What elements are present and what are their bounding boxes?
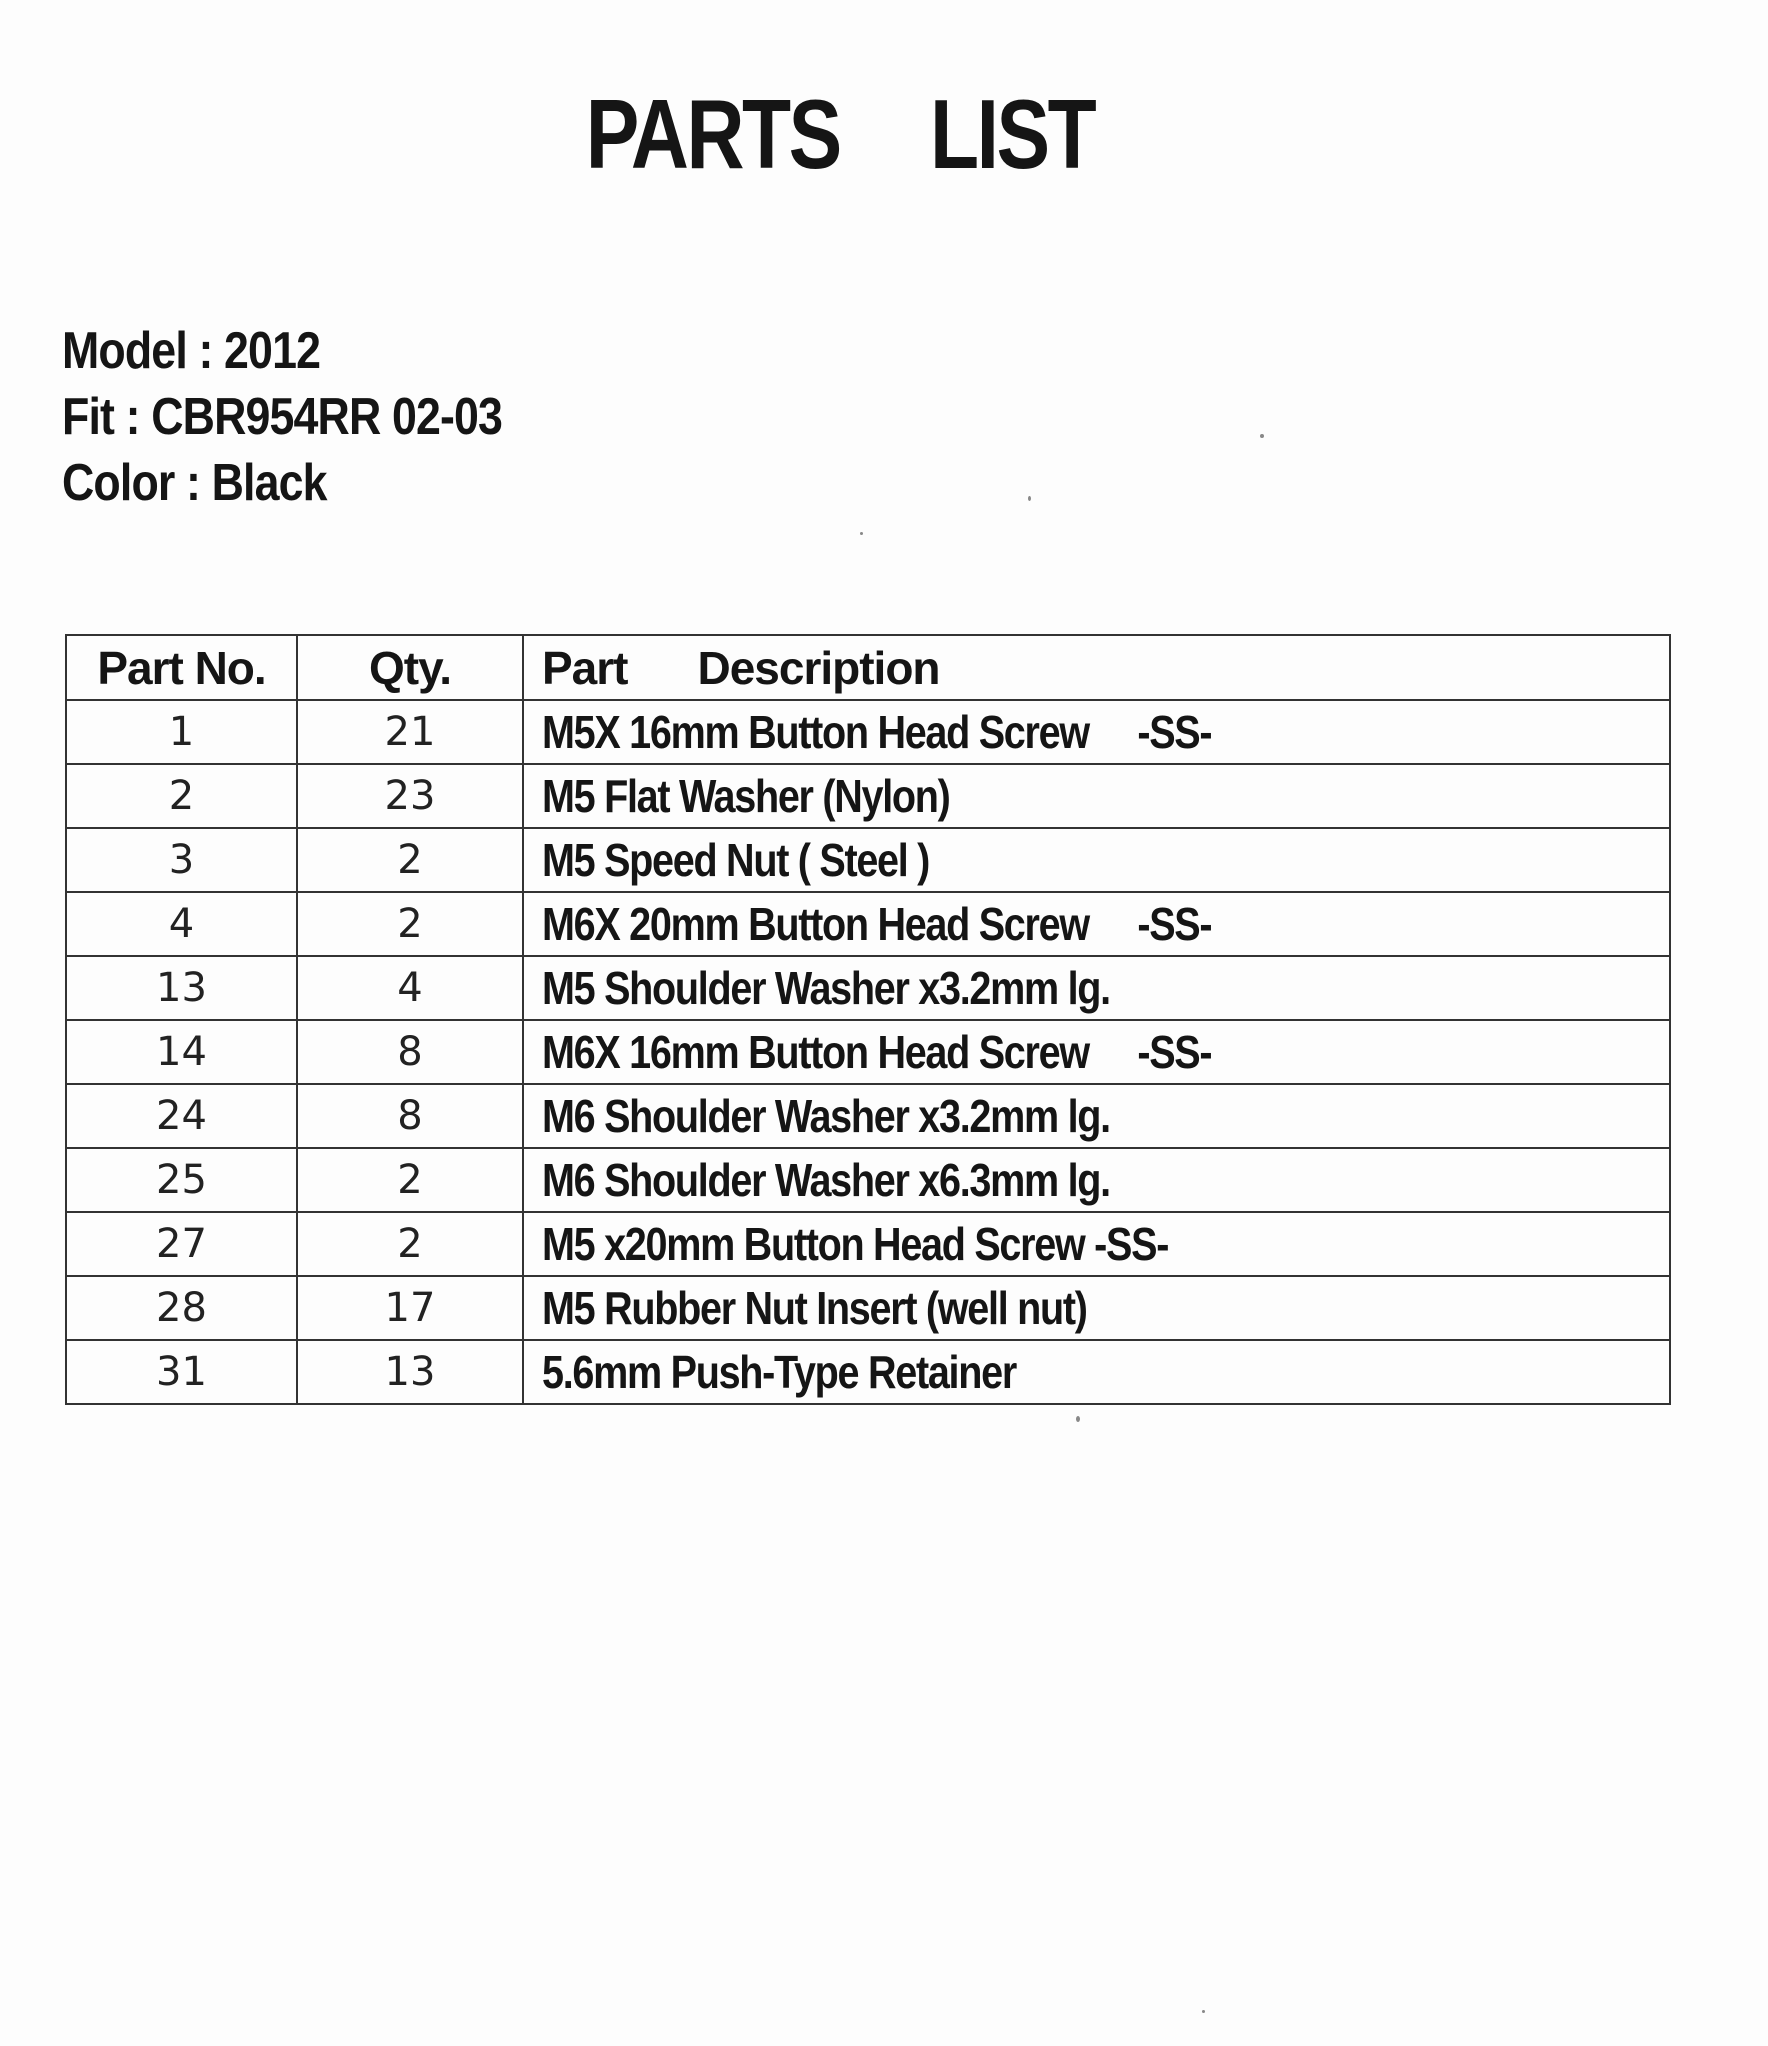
- scan-speck: [1076, 1416, 1080, 1422]
- title-word-parts: PARTS: [585, 79, 840, 189]
- description-text: 5.6mm Push-Type Retainer: [542, 1346, 1016, 1398]
- scan-speck: [860, 532, 863, 535]
- fit-line: Fit : CBR954RR 02-03: [62, 388, 503, 446]
- cell-qty: 8: [297, 1020, 523, 1084]
- description-text: M5 x20mm Button Head Screw -SS-: [542, 1218, 1169, 1270]
- description-text: M6 Shoulder Washer x3.2mm lg.: [542, 1090, 1110, 1142]
- cell-part-no: 31: [66, 1340, 297, 1404]
- cell-description: [523, 764, 1670, 828]
- cell-qty: 23: [297, 764, 523, 828]
- header-part-no: Part No.: [66, 635, 297, 700]
- header-description-word: Description: [697, 641, 940, 694]
- header-part-word: Part: [542, 641, 628, 694]
- description-text: M5X 16mm Button Head Screw -SS-: [542, 706, 1212, 758]
- cell-description: [523, 1148, 1670, 1212]
- model-line: Model : 2012: [62, 322, 321, 380]
- cell-part-no: 13: [66, 956, 297, 1020]
- table-row: [66, 1084, 1670, 1148]
- scan-speck: [1202, 2010, 1205, 2013]
- table-header-row: [66, 635, 1670, 700]
- cell-qty: 8: [297, 1084, 523, 1148]
- cell-description: [523, 828, 1670, 892]
- cell-description: [523, 1212, 1670, 1276]
- cell-qty: 2: [297, 1212, 523, 1276]
- cell-qty: 2: [297, 892, 523, 956]
- color-line: Color : Black: [62, 454, 327, 512]
- cell-part-no: 14: [66, 1020, 297, 1084]
- description-text: M6X 20mm Button Head Screw -SS-: [542, 898, 1212, 950]
- cell-qty: 2: [297, 828, 523, 892]
- description-text: M5 Speed Nut ( Steel ): [542, 834, 930, 886]
- cell-description: [523, 700, 1670, 764]
- cell-part-no: 24: [66, 1084, 297, 1148]
- page-title: [151, 78, 1529, 191]
- description-text: M6 Shoulder Washer x6.3mm lg.: [542, 1154, 1110, 1206]
- cell-part-no: 2: [66, 764, 297, 828]
- cell-part-no: 1: [66, 700, 297, 764]
- table-row: [66, 1340, 1670, 1404]
- scan-speck: [1260, 434, 1264, 438]
- cell-qty: 13: [297, 1340, 523, 1404]
- header-part-description: [523, 635, 1670, 700]
- cell-qty: 21: [297, 700, 523, 764]
- model-info-block: [62, 318, 502, 516]
- table-row: [66, 892, 1670, 956]
- cell-description: [523, 1340, 1670, 1404]
- parts-table-body: [66, 700, 1670, 1404]
- table-row: [66, 764, 1670, 828]
- cell-description: [523, 956, 1670, 1020]
- table-row: [66, 1148, 1670, 1212]
- cell-part-no: 3: [66, 828, 297, 892]
- description-text: M5 Rubber Nut Insert (well nut): [542, 1282, 1087, 1334]
- cell-part-no: 4: [66, 892, 297, 956]
- table-row: [66, 828, 1670, 892]
- cell-qty: 2: [297, 1148, 523, 1212]
- cell-part-no: 25: [66, 1148, 297, 1212]
- cell-qty: 17: [297, 1276, 523, 1340]
- description-text: M5 Shoulder Washer x3.2mm lg.: [542, 962, 1110, 1014]
- table-row: [66, 1020, 1670, 1084]
- header-qty: Qty.: [297, 635, 523, 700]
- description-text: M6X 16mm Button Head Screw -SS-: [542, 1026, 1212, 1078]
- cell-description: [523, 1084, 1670, 1148]
- scan-speck: [1028, 496, 1031, 501]
- table-row: [66, 1212, 1670, 1276]
- description-text: M5 Flat Washer (Nylon): [542, 770, 950, 822]
- table-row: [66, 700, 1670, 764]
- cell-description: [523, 892, 1670, 956]
- cell-description: [523, 1276, 1670, 1340]
- cell-part-no: 28: [66, 1276, 297, 1340]
- title-word-list: LIST: [930, 79, 1095, 189]
- parts-table: [65, 634, 1671, 1405]
- cell-qty: 4: [297, 956, 523, 1020]
- cell-part-no: 27: [66, 1212, 297, 1276]
- table-row: [66, 1276, 1670, 1340]
- table-row: [66, 956, 1670, 1020]
- cell-description: [523, 1020, 1670, 1084]
